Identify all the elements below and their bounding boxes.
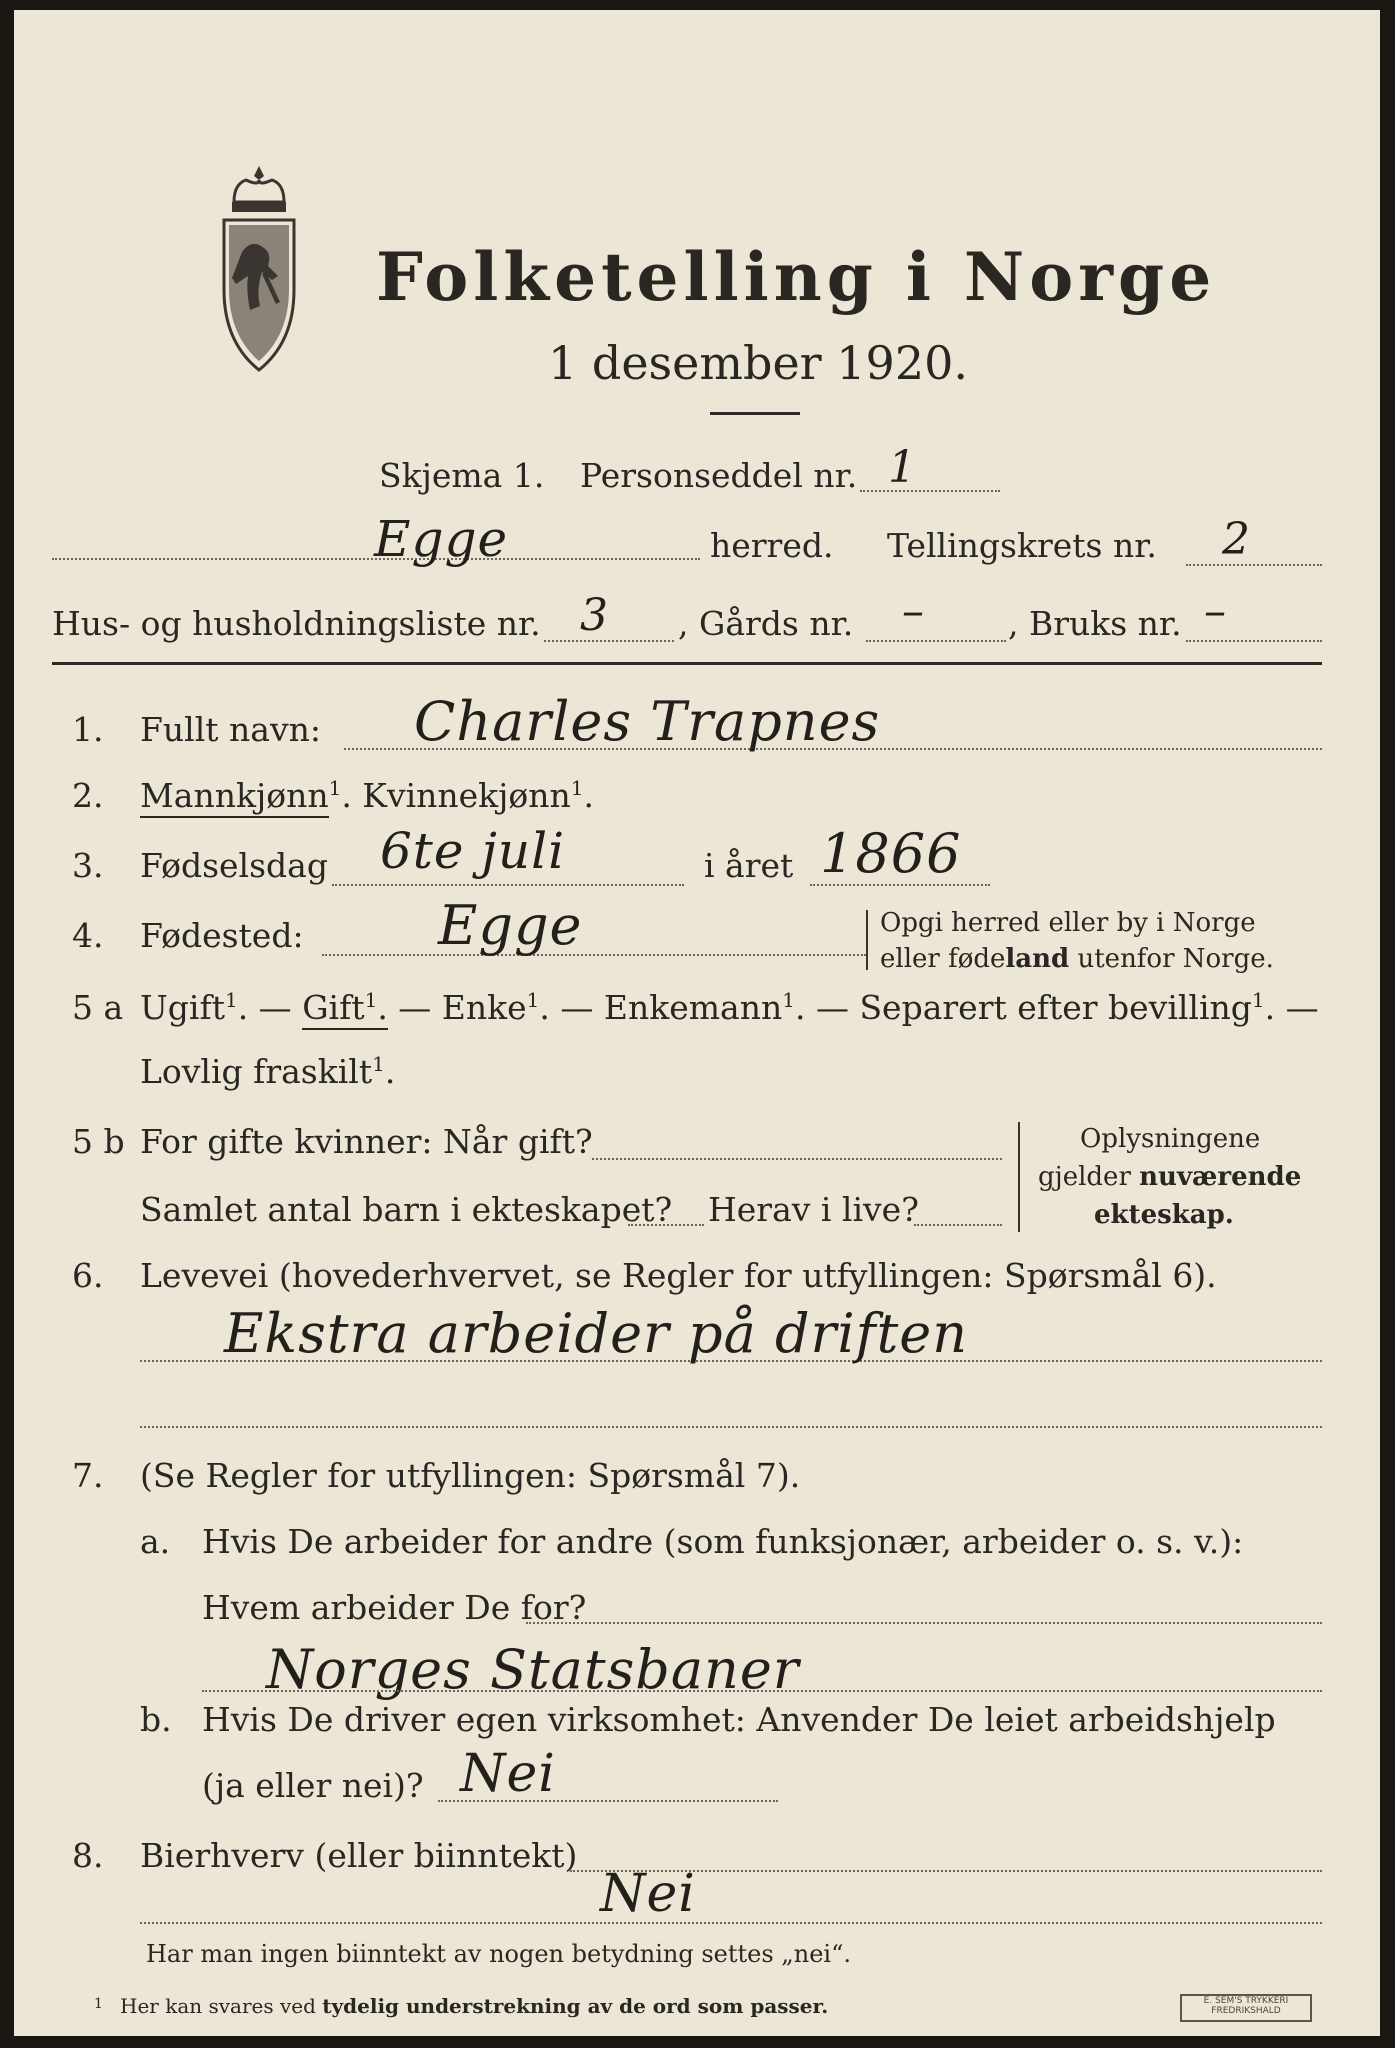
q1-full-name: Charles Trapnes [414, 690, 881, 753]
q5b-note-line3: ekteskap. [1094, 1200, 1234, 1230]
printer-stamp: E. SEM'S TRYKKERI FREDRIKSHALD [1180, 1994, 1312, 2022]
q4-birthplace: Egge [438, 894, 583, 957]
page-title: Folketelling i Norge [376, 238, 1217, 316]
q3-birth-day: 6te juli [380, 822, 566, 880]
q8-answer: Nei [600, 1864, 696, 1924]
q3-year-label: i året [704, 846, 794, 885]
q1-label: Fullt navn: [140, 710, 321, 749]
bruks-value: – [1204, 586, 1227, 637]
q4-number: 4. [72, 916, 104, 955]
tellingskrets-label: Tellingskrets nr. [887, 526, 1157, 565]
gards-value: – [902, 586, 925, 637]
footnote-number: 1 [94, 1996, 103, 2012]
sex-female: Kvinnekjønn [362, 776, 571, 815]
census-date: 1 desember 1920. [548, 336, 968, 390]
q5b-when-married: For gifte kvinner: Når gift? [140, 1122, 593, 1161]
q7a-employer: Norges Statsbaner [266, 1638, 800, 1701]
footnote-text: Her kan svares ved tydelig understrekning av de ord som passer. [120, 1994, 829, 2018]
q3-number: 3. [72, 846, 104, 885]
q3-birth-year: 1866 [820, 822, 962, 885]
section-rule [52, 662, 1322, 665]
gards-label: , Gårds nr. [678, 604, 854, 643]
q5b-note-line1: Oplysningene [1080, 1124, 1261, 1154]
q7b-number: b. [140, 1700, 172, 1739]
hus-label: Hus- og husholdningsliste nr. [52, 604, 541, 643]
q5b-number: 5 b [72, 1122, 125, 1161]
q7a-number: a. [140, 1522, 171, 1561]
q6-number: 6. [72, 1256, 104, 1295]
personseddel-label: Personseddel nr. [580, 456, 858, 495]
q2-number: 2. [72, 776, 104, 815]
herred-label: herred. [710, 526, 834, 565]
q7b-label: Hvis De driver egen virksomhet: Anvender De leiet arbeidshjelp [202, 1700, 1276, 1739]
marital-gift-underlined: Gift$^1$. [302, 988, 388, 1030]
q5a-marital-status: Ugift$^1$. — Gift$^1$. — Enke$^1$. — Enkemann$^1$. — Separert efter bevilling$^1$. — [140, 988, 1319, 1027]
q5b-note-line2: gjelder nuværende [1038, 1162, 1302, 1192]
q7-label: (Se Regler for utfyllingen: Spørsmål 7). [140, 1456, 801, 1495]
q5a-fraskilt: Lovlig fraskilt$^1$. [140, 1052, 396, 1091]
q6-label: Levevei (hovederhvervet, se Regler for utfyllingen: Spørsmål 6). [140, 1256, 1217, 1295]
census-form [14, 10, 1380, 2036]
bruks-label: , Bruks nr. [1008, 604, 1182, 643]
norwegian-coat-of-arms-icon [214, 162, 304, 376]
q7b-answer: Nei [460, 1744, 556, 1804]
q5a-number: 5 a [72, 988, 124, 1027]
personseddel-value: 1 [888, 442, 917, 493]
q7a-label: Hvis De arbeider for andre (som funksjonær, arbeider o. s. v.): [202, 1522, 1244, 1561]
q4-note-line1: Opgi herred eller by i Norge [880, 908, 1256, 938]
q6-occupation: Ekstra arbeider på driften [224, 1302, 969, 1365]
q7b-yes-no-label: (ja eller nei)? [202, 1766, 424, 1805]
q3-label: Fødselsdag [140, 846, 328, 885]
biinntekt-note: Har man ingen biinntekt av nogen betydning settes „nei“. [146, 1940, 851, 1968]
hus-value: 3 [580, 590, 609, 641]
q5b-alive-label: Herav i live? [708, 1190, 919, 1229]
q4-label: Fødested: [140, 916, 304, 955]
q8-number: 8. [72, 1836, 104, 1875]
q7-number: 7. [72, 1456, 104, 1495]
q4-note-line2: eller fødeland utenfor Norge. [880, 944, 1274, 974]
herred-value: Egge [374, 510, 509, 568]
q5b-children-label: Samlet antal barn i ekteskapet? [140, 1190, 673, 1229]
sex-male-underlined: Mannkjønn [140, 776, 329, 818]
tellingskrets-value: 2 [1222, 514, 1251, 565]
q2-sex: Mannkjønn$^1$. Kvinnekjønn$^1$. [140, 776, 594, 815]
q8-label: Bierhverv (eller biinntekt) [140, 1836, 578, 1875]
skjema-label: Skjema 1. [379, 456, 545, 495]
title-divider [710, 412, 800, 415]
q1-number: 1. [72, 710, 104, 749]
q7a-employer-label: Hvem arbeider De for? [202, 1588, 587, 1627]
